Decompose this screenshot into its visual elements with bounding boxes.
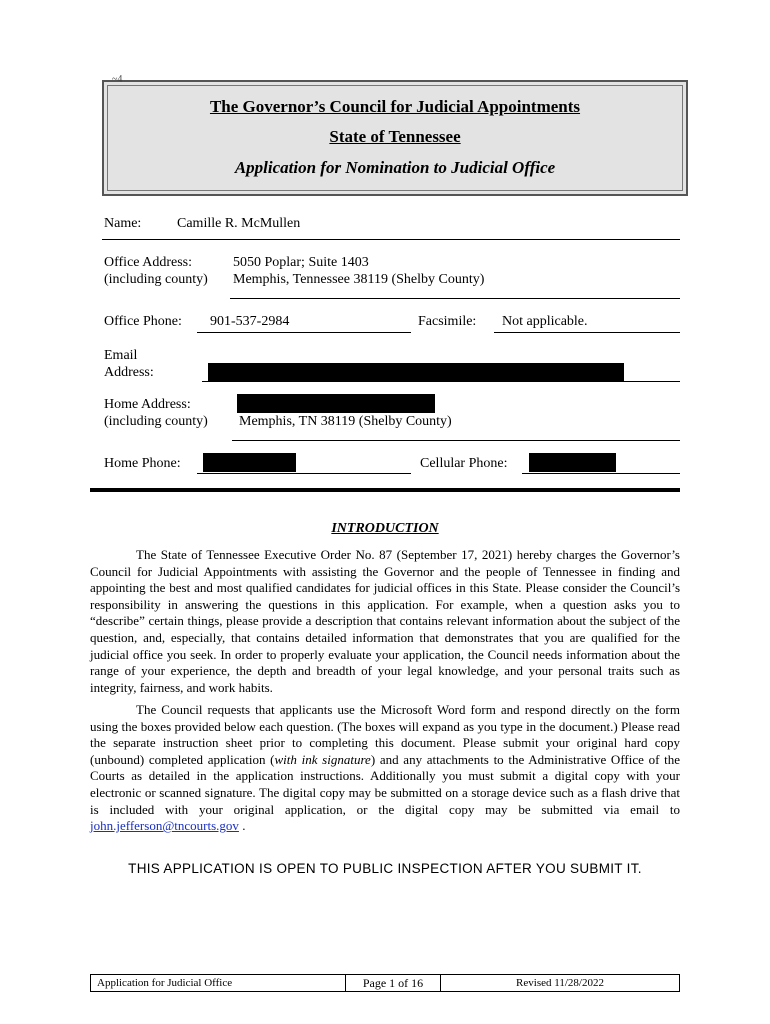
intro-paragraph-2 — [90, 702, 680, 835]
home-phone-redaction — [203, 453, 296, 472]
cell-phone-redaction — [529, 453, 616, 472]
footer-page-number: Page 1 of 16 — [346, 975, 441, 991]
office-address-underline — [230, 298, 680, 299]
home-address-county-label: (including county) — [104, 414, 208, 429]
name-label: Name: — [104, 216, 142, 231]
email-label-line1: Email — [104, 348, 138, 363]
email-link[interactable]: john.jefferson@tncourts.gov — [90, 818, 239, 834]
office-address-line1[interactable]: 5050 Poplar; Suite 1403 — [233, 255, 369, 270]
introduction-heading: INTRODUCTION — [331, 521, 439, 536]
email-label-line2: Address: — [104, 365, 154, 380]
page-footer — [90, 974, 680, 992]
footer-revised-date: Revised 11/28/2022 — [516, 977, 604, 989]
fax-field[interactable]: Not applicable. — [502, 314, 588, 329]
public-inspection-notice: THIS APPLICATION IS OPEN TO PUBLIC INSPECTION AFTER YOU SUBMIT IT. — [128, 861, 642, 876]
office-phone-underline — [197, 332, 411, 333]
corner-mark: ~4 — [112, 74, 123, 85]
office-phone-field[interactable]: 901-537-2984 — [210, 314, 290, 329]
intro-paragraph-2-end: . — [238, 818, 246, 834]
state-title: State of Tennessee — [329, 127, 461, 146]
document-subtitle: Application for Nomination to Judicial Office — [234, 158, 556, 177]
cell-phone-label: Cellular Phone: — [420, 456, 508, 471]
intro-paragraph-2-italic: with ink signature — [274, 751, 371, 767]
section-divider — [90, 488, 680, 492]
home-address-redaction — [237, 394, 435, 413]
email-redaction — [208, 363, 624, 382]
home-address-line2[interactable]: Memphis, TN 38119 (Shelby County) — [239, 414, 452, 429]
cell-phone-underline — [522, 473, 680, 474]
intro-paragraph-1 — [90, 547, 680, 696]
home-address-label: Home Address: — [104, 397, 191, 412]
office-address-line2[interactable]: Memphis, Tennessee 38119 (Shelby County) — [233, 272, 485, 287]
office-phone-label: Office Phone: — [104, 314, 182, 329]
name-field[interactable]: Camille R. McMullen — [177, 216, 301, 231]
fax-label: Facsimile: — [418, 314, 477, 329]
email-underline — [202, 381, 680, 382]
home-address-underline — [232, 440, 680, 441]
document-title: The Governor’s Council for Judicial Appointments — [209, 97, 581, 116]
intro-paragraph-2-text-b: ) and any attachments to the Administrative Office of the Courts as detailed in the application instructions. Additionally you must submit a digital copy with your electronic or scanned signature. The digital copy may be submitted on a storage device such as a flash drive that is included with your original application, or the digital copy may be submitted via email to — [90, 751, 681, 817]
name-underline — [102, 239, 680, 240]
office-address-county-label: (including county) — [104, 272, 208, 287]
intro-paragraph-2-text-a: The Council requests that applicants use the Microsoft Word form and respond directly on the form using the boxes provided below each question. (The boxes will expand as you type in the document.) Please read the separate instruction sheet prior to completing this document. Please submit your original hard copy (unbound) completed application ( — [90, 702, 680, 767]
fax-underline — [494, 332, 680, 333]
home-phone-underline — [197, 473, 411, 474]
office-address-label: Office Address: — [104, 255, 192, 270]
intro-paragraph-1-text: The State of Tennessee Executive Order No. 87 (September 17, 2021) hereby charges the Governor’s Council for Judicial Appointments with assisting the Governor and the people of Tennessee in finding and appointing the best and most qualified candidates for judicial offices in this State. Please consider the Council’s responsibility in answering the questions in this application. For example, when a question asks you to “describe” certain things, please provide a description that contains relevant information about the subject of the question, and, especially, that contains detailed information that demonstrates that you are qualified for the judicial office you seek. In order to properly evaluate your application, the Council needs information about the range of your experience, the depth and breadth of your legal knowledge, and your personal traits such as integrity, fairness, and work habits. — [90, 547, 680, 695]
footer-doc-name: Application for Judicial Office — [91, 975, 346, 991]
home-phone-label: Home Phone: — [104, 456, 181, 471]
